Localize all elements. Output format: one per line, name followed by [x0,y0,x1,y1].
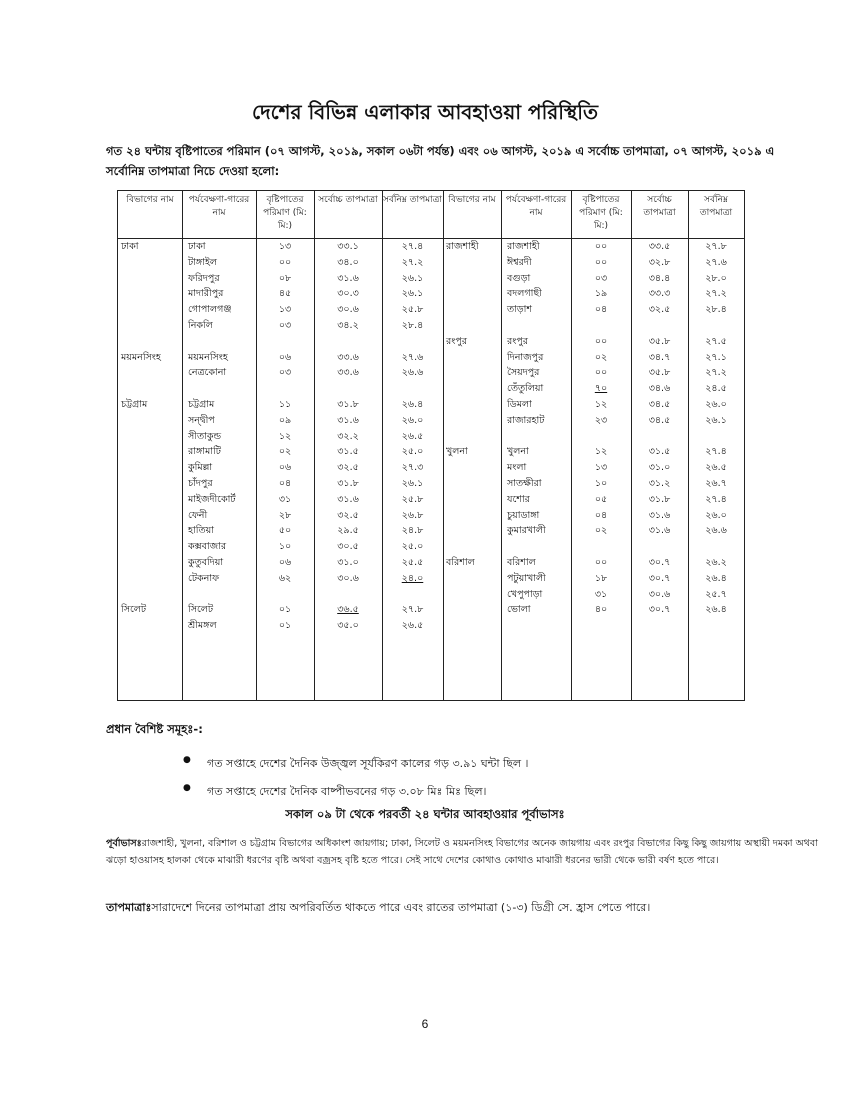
rainfall-value: ১০ [594,478,608,489]
forecast-label: পূর্বাভাসঃ [106,838,142,849]
min-temp-value: ২৪.০ [401,572,424,584]
max-temp-value: ৩১.৬ [337,493,359,505]
station-name: চাঁদপুর [188,478,213,489]
min-temp-value: ২৭.২ [401,256,424,268]
min-temp-value: ২৬.০ [401,414,424,426]
max-temp-value: ৩৬.৫ [337,604,359,616]
min-temp-value: ২৭.৬ [401,351,424,363]
min-temp-value: ২৭.৩ [401,462,424,474]
min-temp-value: ২৬.৮ [401,509,424,521]
min-temp-value: ২৫.৫ [401,557,424,568]
max-temp-value: ৩২.৫ [648,304,671,316]
min-temp-value: ২৬.৪ [401,399,424,410]
max-temp-value: ৩৩.৫ [648,241,671,252]
station-name: রাজারহাট [507,414,545,426]
max-temp-value: ৩০.৭ [648,604,671,616]
min-temp-value: ২৬.৭ [705,478,727,489]
features-title: প্রধান বৈশিষ্ট সমূহঃ-: [106,722,203,736]
header-min-temp: সর্বনিম্ন তাপমাত্রা [382,195,443,205]
station-name: কুতুবদিয়া [188,557,224,568]
station-name: নেত্রকোনা [188,367,227,379]
min-temp-value: ২৫.০ [401,446,424,458]
header-division: বিভাগের নাম [126,195,174,205]
min-temp-value: ২৬.১ [705,414,727,426]
max-temp-value: ৩৪.২ [337,320,359,331]
rainfall-value: ৩১ [594,588,608,600]
min-temp-value: ২৬.০ [705,509,727,521]
station-name: বদলগাছী [507,288,542,300]
max-temp-value: ৩১.৫ [648,446,671,458]
rainfall-value: ০৪ [278,478,292,489]
station-name: রাজশাহী [507,241,540,252]
rainfall-value: ০০ [278,256,292,268]
max-temp-value: ৩৪.৭ [648,351,671,363]
station-name: রাঙ্গামাটি [188,446,221,458]
station-name: যশোর [507,493,530,505]
station-name: মাইজদীকোর্ট [188,493,236,505]
max-temp-value: ৩২.৮ [648,256,671,268]
station-name: মাদারীপুর [188,288,224,300]
rainfall-value: ২৩ [594,414,608,426]
station-name: শ্রীমঙ্গল [188,620,217,632]
division-name: রাজশাহী [446,241,479,252]
rainfall-value: ১২ [278,430,292,442]
max-temp-value: ৩০.৬ [648,588,671,600]
min-temp-value: ২৫.৭ [705,588,727,600]
division-name: ময়মনসিংহ [121,351,161,363]
rainfall-value: ৪৫ [278,288,292,300]
rainfall-value: ১১ [278,399,292,410]
min-temp-value: ২৬.৫ [401,620,424,632]
station-name: বরিশাল [507,557,536,568]
rainfall-value: ০২ [278,446,292,458]
station-name: ফেনী [188,509,208,521]
rainfall-value: ৫০ [278,525,292,537]
max-temp-value: ৩৪.০ [337,256,359,268]
station-name: চট্টগ্রাম [188,399,215,410]
min-temp-value: ২৬.৪ [705,604,727,616]
station-name: পটুয়াখালী [507,572,546,584]
min-temp-value: ২৬.৫ [705,462,727,474]
station-name: কুমিল্লা [188,462,213,474]
forecast-text: রাজশাহী, খুলনা, বরিশাল ও চট্টগ্রাম বিভাগের অধিকাংশ জায়গায়; ঢাকা, সিলেট ও ময়মনসিংহ বিভাগের অনেক জায়গায় এবং রংপুর বিভাগের কিছু কিছু জায়গায় অস্থায়ী দমকা অথবা ঝড়ো হাওয়াসহ হালকা থেকে মাঝারী ধরণের বৃষ্টি অথবা বজ্রসহ বৃষ্টি হতে পারে। সেই সাথে দেশের কোথাও কোথাও মাঝারী ধরনের ভারী থেকে ভারী বর্ষণ হতে পারে। [106,838,818,866]
max-temp-value: ৩৪.৫ [648,399,671,410]
max-temp-value: ৩১.২ [648,478,671,489]
min-temp-value: ২৭.৪ [401,241,424,252]
rainfall-value: ২৮ [278,509,292,521]
feature-item: ● গত সপ্তাহে দেশের দৈনিক উজ্জ্বল সূর্যকিরণ কালের গড় ৩.৯১ ঘন্টা ছিল । [183,755,528,774]
station-name: ভোলা [507,604,531,616]
forecast-paragraph [106,835,828,869]
temperature-label: তাপমাত্রাঃ [106,901,152,914]
page-title: দেশের বিভিন্ন এলাকার আবহাওয়া পরিস্থিতি [251,100,598,124]
max-temp-value: ৩২.২ [337,430,359,442]
min-temp-value: ২৬.১ [401,288,424,300]
max-temp-value: ৩১.৬ [337,272,359,284]
max-temp-value: ৩১.৬ [648,509,671,521]
header-rainfall: বৃষ্টিপাতের পরিমাণ (মি: মি:) [263,195,307,231]
max-temp-value: ৩৪.৪ [648,272,671,284]
station-name: ফরিদপুর [188,272,220,284]
rainfall-value: ০৪ [594,304,608,316]
rainfall-value: ০৩ [278,320,292,331]
rainfall-value: ৩১ [278,493,292,505]
rainfall-value: ০০ [594,256,608,268]
min-temp-value: ২৫.৮ [401,493,424,505]
station-name: নিকলি [188,320,213,331]
station-name: তেঁতুলিয়া [507,383,544,395]
station-name: রংপুর [507,335,528,347]
station-name: টাঙ্গাইল [188,256,218,268]
max-temp-value: ৩০.৭ [648,572,671,584]
min-temp-value: ২৭.৪ [705,493,727,505]
max-temp-value: ৩১.৮ [337,399,359,410]
min-temp-value: ২৭.৪ [705,446,727,458]
min-temp-value: ২৪.৫ [705,383,727,395]
header-rainfall: বৃষ্টিপাতের পরিমাণ (মি: মি:) [579,195,623,231]
min-temp-value: ২৬.৫ [401,430,424,442]
rainfall-value: ০০ [594,367,608,379]
rainfall-value: ১২ [594,399,608,410]
rainfall-value: ০৪ [594,509,608,521]
min-temp-value: ২৭.১ [705,351,727,363]
rainfall-value: ৪০ [594,604,608,616]
max-temp-value: ৩০.৬ [337,304,359,316]
max-temp-value: ৩৪.৫ [648,414,671,426]
min-temp-value: ২৪.৮ [401,525,424,537]
station-name: গোপালগঞ্জ [188,304,232,316]
station-name: ডিমলা [507,399,532,410]
rainfall-value: ১৯ [594,288,608,300]
station-name: সৈয়দপুর [507,367,540,379]
station-name: ময়মনসিংহ [188,351,228,363]
min-temp-value: ২৭.২ [705,367,727,379]
rainfall-value: ০০ [594,557,608,568]
rainfall-value: ১৩ [594,462,608,474]
division-name: বরিশাল [446,557,475,568]
station-name: বগুড়া [507,272,531,284]
max-temp-value: ৩৩.১ [337,241,359,252]
rainfall-value: ০৯ [278,414,292,426]
features-list [183,755,528,811]
rainfall-value: ০১ [278,620,292,632]
max-temp-value: ৩১.০ [337,557,359,568]
max-temp-value: ৩৫.৮ [648,335,671,347]
max-temp-value: ৩৩.৩ [648,288,671,300]
min-temp-value: ২৬.৪ [705,572,727,584]
max-temp-value: ২৯.৫ [337,525,359,537]
rainfall-value: ০২ [594,351,608,363]
rainfall-value: ১৮ [594,572,608,584]
max-temp-value: ৩৩.৬ [337,351,359,363]
station-name: কক্সবাজার [188,541,227,553]
rainfall-value: ০৬ [278,351,292,363]
min-temp-value: ২৭.৫ [705,335,727,347]
rainfall-value: ০০ [594,241,608,252]
min-temp-value: ২৬.১ [401,272,424,284]
weather-table [117,190,745,701]
rainfall-value: ১২ [594,446,608,458]
min-temp-value: ২৮.৪ [705,304,727,316]
rainfall-value: ০৩ [594,272,608,284]
station-name: মংলা [507,462,527,474]
max-temp-value: ৩২.৫ [337,509,359,521]
division-name: খুলনা [446,446,468,458]
rainfall-value: ০৬ [278,557,292,568]
temperature-paragraph [106,899,828,918]
max-temp-value: ৩০.৫ [337,541,359,553]
header-max-temp: সর্বোচ্চ তাপমাত্রা [318,195,378,205]
max-temp-value: ৩৫.৮ [648,367,671,379]
station-name: তাড়াশ [507,304,533,316]
temperature-text: সারাদেশে দিনের তাপমাত্রা প্রায় অপরিবর্তিত থাকতে পারে এবং রাতের তাপমাত্রা (১-৩) ডিগ্রী সে. হ্রাস পেতে পারে। [151,901,651,914]
page-number: 6 [421,1017,429,1031]
rainfall-value: ০৫ [594,493,608,505]
header-division: বিভাগের নাম [448,195,496,205]
min-temp-value: ২৬.৬ [705,525,727,537]
min-temp-value: ২৭.৬ [705,256,727,268]
station-name: দিনাজপুর [507,351,544,363]
max-temp-value: ৩১.৬ [337,414,359,426]
min-temp-value: ২৬.০ [705,399,727,410]
min-temp-value: ২৬.৬ [401,367,424,379]
min-temp-value: ২৫.৮ [401,304,424,316]
division-name: রংপুর [446,335,467,347]
intro-paragraph: গত ২৪ ঘন্টায় বৃষ্টিপাতের পরিমান (০৭ আগস্ট, ২০১৯, সকাল ০৬টা পর্যন্ত) এবং ০৬ আগস্ট, ২০১৯ এ সর্বোচ্চ তাপমাত্রা, ০৭ আগস্ট, ২০১৯ এ সর্বোনিম্ন তাপমাত্রা নিচে দেওয়া হলো: [106,144,775,178]
max-temp-value: ৩১.৬ [648,525,671,537]
rainfall-value: ৭০ [594,383,608,395]
rainfall-value: ০৩ [278,367,292,379]
min-temp-value: ২৮.০ [705,272,727,284]
min-temp-value: ২৬.১ [401,478,424,489]
max-temp-value: ৩০.৬ [337,572,359,584]
max-temp-value: ৩০.৩ [337,288,359,300]
rainfall-value: ০১ [278,604,292,616]
rainfall-value: ০২ [594,525,608,537]
station-name: সিলেট [188,604,214,616]
min-temp-value: ২৫.০ [401,541,424,553]
station-name: চুয়াডাঙ্গা [507,509,540,521]
max-temp-value: ৩১.৮ [648,493,671,505]
header-max-temp: সর্বোচ্চ তাপমাত্রা [643,195,676,218]
rainfall-value: ১০ [278,541,292,553]
station-name: খুলনা [507,446,529,458]
max-temp-value: ৩১.৮ [337,478,359,489]
station-name: ঢাকা [188,241,206,252]
max-temp-value: ৩৪.৬ [648,383,671,395]
station-name: সাতক্ষীরা [507,478,542,489]
rainfall-value: ০৬ [278,462,292,474]
division-name: চট্টগ্রাম [121,399,148,410]
max-temp-value: ৩১.৫ [337,446,359,458]
min-temp-value: ২৬.২ [705,557,727,568]
max-temp-value: ৩৫.০ [337,620,359,632]
header-min-temp: সর্বনিম্ন তাপমাত্রা [699,195,733,218]
division-name: ঢাকা [121,241,139,252]
station-name: টেকনাফ [188,572,220,584]
feature-item: ● গত সপ্তাহে দেশের দৈনিক বাষ্পীভবনের গড় ৩.০৮ মিঃ মিঃ ছিল। [183,783,528,802]
division-name: সিলেট [121,604,147,616]
min-temp-value: ২৭.৮ [705,241,727,252]
min-temp-value: ২৮.৪ [401,320,424,331]
min-temp-value: ২৭.২ [705,288,727,300]
header-station: পর্যবেক্ষণা-গারের নাম [188,195,250,218]
rainfall-value: ০০ [594,335,608,347]
station-name: ঈশ্বরদী [507,256,532,268]
rainfall-value: ১৩ [278,241,292,252]
max-temp-value: ৩০.৭ [648,557,671,568]
station-name: কুমারখালী [507,525,546,537]
max-temp-value: ৩২.৫ [337,462,359,474]
rainfall-value: ০৮ [278,272,292,284]
max-temp-value: ৩৩.৬ [337,367,359,379]
max-temp-value: ৩১.০ [648,462,671,474]
station-name: সীতাকুন্ড [188,430,222,442]
station-name: হাতিয়া [188,525,214,537]
station-name: খেপুপাড়া [507,588,543,600]
header-station: পর্যবেক্ষণা-গারের নাম [505,195,567,218]
station-name: সন্দ্বীপ [188,414,215,426]
min-temp-value: ২৭.৮ [401,604,424,616]
rainfall-value: ৬২ [278,572,292,584]
rainfall-value: ১৩ [278,304,292,316]
forecast-title: সকাল ০৯ টা থেকে পরবর্তী ২৪ ঘন্টার আবহাওয়ার পূর্বাভাসঃ [285,807,565,821]
